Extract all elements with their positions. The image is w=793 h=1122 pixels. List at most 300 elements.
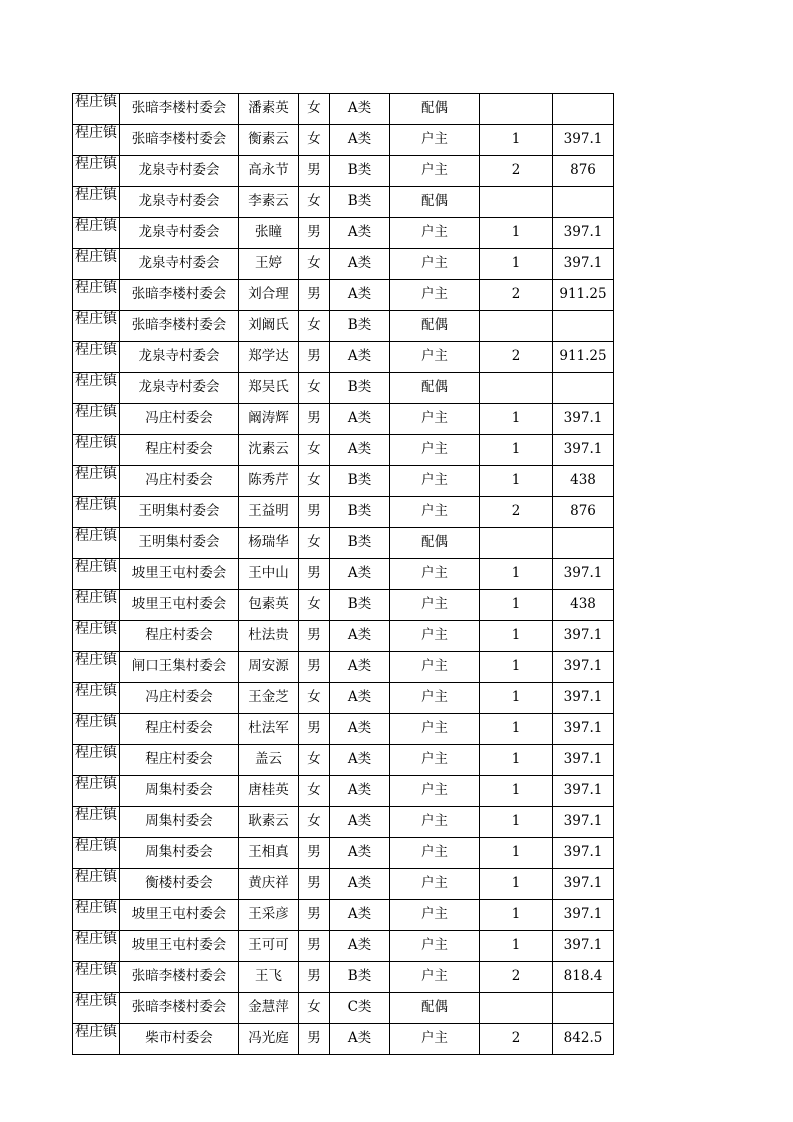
gender-cell: 男 xyxy=(299,497,330,528)
town-label: 程庄镇 xyxy=(75,652,117,668)
name-cell: 杨瑞华 xyxy=(239,528,299,559)
gender-cell: 男 xyxy=(299,869,330,900)
count-cell xyxy=(480,187,553,218)
town-label: 程庄镇 xyxy=(75,94,117,110)
name-cell: 王婷 xyxy=(239,249,299,280)
town-label: 程庄镇 xyxy=(75,404,117,420)
table-row xyxy=(73,869,614,900)
gender-cell: 女 xyxy=(299,94,330,125)
relation-cell: 户主 xyxy=(390,497,480,528)
amount-cell: 438 xyxy=(553,466,614,497)
category-cell: A类 xyxy=(330,94,390,125)
village-cell: 坡里王屯村委会 xyxy=(120,900,239,931)
count-cell: 1 xyxy=(480,125,553,156)
count-cell: 2 xyxy=(480,497,553,528)
name-cell: 刘阚氏 xyxy=(239,311,299,342)
amount-cell xyxy=(553,311,614,342)
category-cell: A类 xyxy=(330,404,390,435)
amount-cell: 818.4 xyxy=(553,962,614,993)
name-cell: 王飞 xyxy=(239,962,299,993)
town-cell xyxy=(73,776,120,807)
village-cell: 程庄村委会 xyxy=(120,714,239,745)
category-cell: B类 xyxy=(330,528,390,559)
relation-cell: 配偶 xyxy=(390,187,480,218)
amount-cell: 397.1 xyxy=(553,683,614,714)
table-row xyxy=(73,156,614,187)
relation-cell: 户主 xyxy=(390,404,480,435)
table-row xyxy=(73,218,614,249)
name-cell: 盖云 xyxy=(239,745,299,776)
category-cell: C类 xyxy=(330,993,390,1024)
category-cell: A类 xyxy=(330,125,390,156)
count-cell: 1 xyxy=(480,931,553,962)
village-cell: 龙泉寺村委会 xyxy=(120,249,239,280)
town-cell xyxy=(73,683,120,714)
town-cell xyxy=(73,404,120,435)
gender-cell: 女 xyxy=(299,187,330,218)
village-cell: 坡里王屯村委会 xyxy=(120,590,239,621)
category-cell: A类 xyxy=(330,714,390,745)
village-cell: 冯庄村委会 xyxy=(120,404,239,435)
relation-cell: 户主 xyxy=(390,621,480,652)
count-cell: 2 xyxy=(480,342,553,373)
village-cell: 冯庄村委会 xyxy=(120,466,239,497)
amount-cell: 397.1 xyxy=(553,745,614,776)
town-cell xyxy=(73,807,120,838)
table-row xyxy=(73,94,614,125)
count-cell: 1 xyxy=(480,900,553,931)
town-label: 程庄镇 xyxy=(75,590,117,606)
relation-cell: 配偶 xyxy=(390,311,480,342)
amount-cell: 438 xyxy=(553,590,614,621)
relation-cell: 配偶 xyxy=(390,94,480,125)
town-label: 程庄镇 xyxy=(75,218,117,234)
category-cell: B类 xyxy=(330,590,390,621)
table-row xyxy=(73,838,614,869)
count-cell: 2 xyxy=(480,962,553,993)
beneficiary-table xyxy=(72,93,614,1055)
town-cell xyxy=(73,528,120,559)
town-cell xyxy=(73,993,120,1024)
table-row xyxy=(73,249,614,280)
gender-cell: 男 xyxy=(299,404,330,435)
category-cell: A类 xyxy=(330,807,390,838)
gender-cell: 女 xyxy=(299,807,330,838)
table-row xyxy=(73,125,614,156)
count-cell xyxy=(480,993,553,1024)
gender-cell: 男 xyxy=(299,714,330,745)
table-row xyxy=(73,621,614,652)
relation-cell: 户主 xyxy=(390,218,480,249)
town-label: 程庄镇 xyxy=(75,187,117,203)
name-cell: 王益明 xyxy=(239,497,299,528)
town-label: 程庄镇 xyxy=(75,249,117,265)
village-cell: 周集村委会 xyxy=(120,807,239,838)
amount-cell: 397.1 xyxy=(553,776,614,807)
village-cell: 张暗李楼村委会 xyxy=(120,962,239,993)
town-cell xyxy=(73,869,120,900)
relation-cell: 户主 xyxy=(390,280,480,311)
table-row xyxy=(73,931,614,962)
gender-cell: 女 xyxy=(299,683,330,714)
count-cell: 1 xyxy=(480,714,553,745)
amount-cell: 876 xyxy=(553,156,614,187)
table-body xyxy=(73,94,614,1055)
table-row xyxy=(73,683,614,714)
town-cell xyxy=(73,218,120,249)
name-cell: 冯光庭 xyxy=(239,1024,299,1055)
category-cell: A类 xyxy=(330,652,390,683)
town-label: 程庄镇 xyxy=(75,342,117,358)
gender-cell: 男 xyxy=(299,621,330,652)
category-cell: A类 xyxy=(330,621,390,652)
name-cell: 耿素云 xyxy=(239,807,299,838)
town-label: 程庄镇 xyxy=(75,280,117,296)
count-cell: 1 xyxy=(480,838,553,869)
table-row xyxy=(73,962,614,993)
category-cell: A类 xyxy=(330,838,390,869)
category-cell: A类 xyxy=(330,931,390,962)
count-cell: 1 xyxy=(480,869,553,900)
town-cell xyxy=(73,559,120,590)
gender-cell: 男 xyxy=(299,962,330,993)
name-cell: 杜法贵 xyxy=(239,621,299,652)
town-cell xyxy=(73,962,120,993)
table-row xyxy=(73,807,614,838)
count-cell: 1 xyxy=(480,249,553,280)
relation-cell: 配偶 xyxy=(390,993,480,1024)
relation-cell: 户主 xyxy=(390,714,480,745)
count-cell: 1 xyxy=(480,404,553,435)
table-row xyxy=(73,466,614,497)
gender-cell: 女 xyxy=(299,311,330,342)
town-cell xyxy=(73,466,120,497)
amount-cell: 397.1 xyxy=(553,404,614,435)
category-cell: B类 xyxy=(330,187,390,218)
village-cell: 柴市村委会 xyxy=(120,1024,239,1055)
relation-cell: 户主 xyxy=(390,652,480,683)
village-cell: 张暗李楼村委会 xyxy=(120,125,239,156)
table-row xyxy=(73,993,614,1024)
count-cell: 1 xyxy=(480,776,553,807)
count-cell: 1 xyxy=(480,559,553,590)
gender-cell: 女 xyxy=(299,528,330,559)
table-row xyxy=(73,373,614,404)
village-cell: 冯庄村委会 xyxy=(120,683,239,714)
amount-cell: 397.1 xyxy=(553,559,614,590)
relation-cell: 户主 xyxy=(390,1024,480,1055)
name-cell: 王可可 xyxy=(239,931,299,962)
category-cell: A类 xyxy=(330,869,390,900)
village-cell: 王明集村委会 xyxy=(120,497,239,528)
gender-cell: 男 xyxy=(299,342,330,373)
town-cell xyxy=(73,931,120,962)
name-cell: 阚涛辉 xyxy=(239,404,299,435)
relation-cell: 户主 xyxy=(390,435,480,466)
amount-cell xyxy=(553,373,614,404)
town-cell xyxy=(73,435,120,466)
town-cell xyxy=(73,311,120,342)
name-cell: 张瞳 xyxy=(239,218,299,249)
name-cell: 高永节 xyxy=(239,156,299,187)
town-cell xyxy=(73,280,120,311)
town-cell xyxy=(73,94,120,125)
village-cell: 程庄村委会 xyxy=(120,435,239,466)
town-cell xyxy=(73,373,120,404)
name-cell: 陈秀芹 xyxy=(239,466,299,497)
town-label: 程庄镇 xyxy=(75,838,117,854)
village-cell: 张暗李楼村委会 xyxy=(120,311,239,342)
category-cell: A类 xyxy=(330,218,390,249)
amount-cell xyxy=(553,993,614,1024)
amount-cell: 911.25 xyxy=(553,342,614,373)
town-label: 程庄镇 xyxy=(75,435,117,451)
category-cell: B类 xyxy=(330,311,390,342)
category-cell: B类 xyxy=(330,466,390,497)
town-label: 程庄镇 xyxy=(75,993,117,1009)
category-cell: B类 xyxy=(330,962,390,993)
category-cell: A类 xyxy=(330,342,390,373)
gender-cell: 男 xyxy=(299,280,330,311)
count-cell xyxy=(480,311,553,342)
amount-cell: 397.1 xyxy=(553,807,614,838)
amount-cell xyxy=(553,528,614,559)
town-cell xyxy=(73,1024,120,1055)
town-cell xyxy=(73,156,120,187)
amount-cell: 397.1 xyxy=(553,838,614,869)
village-cell: 龙泉寺村委会 xyxy=(120,218,239,249)
gender-cell: 男 xyxy=(299,218,330,249)
village-cell: 张暗李楼村委会 xyxy=(120,993,239,1024)
relation-cell: 户主 xyxy=(390,900,480,931)
amount-cell: 397.1 xyxy=(553,249,614,280)
name-cell: 周安源 xyxy=(239,652,299,683)
village-cell: 龙泉寺村委会 xyxy=(120,156,239,187)
amount-cell: 397.1 xyxy=(553,714,614,745)
count-cell: 1 xyxy=(480,466,553,497)
village-cell: 程庄村委会 xyxy=(120,621,239,652)
table-row xyxy=(73,497,614,528)
amount-cell xyxy=(553,187,614,218)
gender-cell: 女 xyxy=(299,125,330,156)
relation-cell: 户主 xyxy=(390,125,480,156)
relation-cell: 户主 xyxy=(390,838,480,869)
gender-cell: 女 xyxy=(299,776,330,807)
village-cell: 周集村委会 xyxy=(120,776,239,807)
village-cell: 闸口王集村委会 xyxy=(120,652,239,683)
town-cell xyxy=(73,249,120,280)
name-cell: 王采彦 xyxy=(239,900,299,931)
count-cell: 2 xyxy=(480,156,553,187)
village-cell: 龙泉寺村委会 xyxy=(120,342,239,373)
town-label: 程庄镇 xyxy=(75,125,117,141)
gender-cell: 男 xyxy=(299,156,330,187)
town-label: 程庄镇 xyxy=(75,745,117,761)
category-cell: A类 xyxy=(330,559,390,590)
gender-cell: 女 xyxy=(299,993,330,1024)
category-cell: A类 xyxy=(330,900,390,931)
relation-cell: 户主 xyxy=(390,249,480,280)
table-row xyxy=(73,404,614,435)
town-cell xyxy=(73,745,120,776)
town-label: 程庄镇 xyxy=(75,528,117,544)
town-label: 程庄镇 xyxy=(75,714,117,730)
table-row xyxy=(73,187,614,218)
table-row xyxy=(73,528,614,559)
village-cell: 张暗李楼村委会 xyxy=(120,94,239,125)
amount-cell: 876 xyxy=(553,497,614,528)
town-cell xyxy=(73,900,120,931)
table-row xyxy=(73,559,614,590)
count-cell: 1 xyxy=(480,621,553,652)
category-cell: B类 xyxy=(330,156,390,187)
count-cell: 1 xyxy=(480,807,553,838)
town-cell xyxy=(73,714,120,745)
relation-cell: 户主 xyxy=(390,559,480,590)
relation-cell: 户主 xyxy=(390,683,480,714)
gender-cell: 男 xyxy=(299,1024,330,1055)
category-cell: A类 xyxy=(330,776,390,807)
table-row xyxy=(73,590,614,621)
relation-cell: 户主 xyxy=(390,156,480,187)
relation-cell: 户主 xyxy=(390,590,480,621)
town-cell xyxy=(73,342,120,373)
village-cell: 坡里王屯村委会 xyxy=(120,931,239,962)
category-cell: B类 xyxy=(330,373,390,404)
count-cell: 1 xyxy=(480,590,553,621)
amount-cell: 397.1 xyxy=(553,900,614,931)
town-label: 程庄镇 xyxy=(75,497,117,513)
town-label: 程庄镇 xyxy=(75,559,117,575)
gender-cell: 女 xyxy=(299,745,330,776)
name-cell: 唐桂英 xyxy=(239,776,299,807)
table-row xyxy=(73,714,614,745)
name-cell: 包素英 xyxy=(239,590,299,621)
count-cell xyxy=(480,528,553,559)
town-label: 程庄镇 xyxy=(75,621,117,637)
gender-cell: 女 xyxy=(299,466,330,497)
relation-cell: 户主 xyxy=(390,776,480,807)
table-row xyxy=(73,435,614,466)
category-cell: A类 xyxy=(330,435,390,466)
town-cell xyxy=(73,497,120,528)
table-row xyxy=(73,745,614,776)
table-row xyxy=(73,900,614,931)
category-cell: A类 xyxy=(330,683,390,714)
gender-cell: 男 xyxy=(299,652,330,683)
name-cell: 郑吴氏 xyxy=(239,373,299,404)
town-label: 程庄镇 xyxy=(75,156,117,172)
town-cell xyxy=(73,590,120,621)
town-label: 程庄镇 xyxy=(75,373,117,389)
count-cell xyxy=(480,373,553,404)
town-label: 程庄镇 xyxy=(75,900,117,916)
amount-cell: 397.1 xyxy=(553,931,614,962)
gender-cell: 男 xyxy=(299,931,330,962)
town-cell xyxy=(73,652,120,683)
gender-cell: 女 xyxy=(299,249,330,280)
town-label: 程庄镇 xyxy=(75,962,117,978)
town-label: 程庄镇 xyxy=(75,311,117,327)
table-row xyxy=(73,652,614,683)
town-cell xyxy=(73,125,120,156)
name-cell: 沈素云 xyxy=(239,435,299,466)
town-cell xyxy=(73,838,120,869)
name-cell: 王金芝 xyxy=(239,683,299,714)
amount-cell: 397.1 xyxy=(553,435,614,466)
amount-cell: 911.25 xyxy=(553,280,614,311)
table-row xyxy=(73,342,614,373)
name-cell: 金慧萍 xyxy=(239,993,299,1024)
relation-cell: 户主 xyxy=(390,931,480,962)
village-cell: 衡楼村委会 xyxy=(120,869,239,900)
count-cell: 1 xyxy=(480,745,553,776)
gender-cell: 男 xyxy=(299,900,330,931)
category-cell: A类 xyxy=(330,249,390,280)
town-label: 程庄镇 xyxy=(75,466,117,482)
amount-cell: 397.1 xyxy=(553,652,614,683)
relation-cell: 户主 xyxy=(390,745,480,776)
amount-cell: 397.1 xyxy=(553,869,614,900)
village-cell: 龙泉寺村委会 xyxy=(120,373,239,404)
name-cell: 王相真 xyxy=(239,838,299,869)
name-cell: 刘合理 xyxy=(239,280,299,311)
name-cell: 李素云 xyxy=(239,187,299,218)
gender-cell: 男 xyxy=(299,559,330,590)
town-label: 程庄镇 xyxy=(75,683,117,699)
amount-cell: 397.1 xyxy=(553,621,614,652)
village-cell: 王明集村委会 xyxy=(120,528,239,559)
name-cell: 王中山 xyxy=(239,559,299,590)
count-cell: 1 xyxy=(480,683,553,714)
name-cell: 衡素云 xyxy=(239,125,299,156)
relation-cell: 户主 xyxy=(390,869,480,900)
town-cell xyxy=(73,621,120,652)
relation-cell: 户主 xyxy=(390,962,480,993)
table-row xyxy=(73,1024,614,1055)
category-cell: A类 xyxy=(330,745,390,776)
count-cell: 1 xyxy=(480,218,553,249)
name-cell: 黄庆祥 xyxy=(239,869,299,900)
relation-cell: 户主 xyxy=(390,807,480,838)
relation-cell: 户主 xyxy=(390,342,480,373)
name-cell: 潘素英 xyxy=(239,94,299,125)
category-cell: A类 xyxy=(330,1024,390,1055)
village-cell: 龙泉寺村委会 xyxy=(120,187,239,218)
table-row xyxy=(73,311,614,342)
village-cell: 坡里王屯村委会 xyxy=(120,559,239,590)
count-cell: 2 xyxy=(480,280,553,311)
gender-cell: 女 xyxy=(299,590,330,621)
table-row xyxy=(73,280,614,311)
town-label: 程庄镇 xyxy=(75,776,117,792)
table-row xyxy=(73,776,614,807)
name-cell: 郑学达 xyxy=(239,342,299,373)
amount-cell: 397.1 xyxy=(553,218,614,249)
town-label: 程庄镇 xyxy=(75,869,117,885)
gender-cell: 女 xyxy=(299,373,330,404)
village-cell: 张暗李楼村委会 xyxy=(120,280,239,311)
gender-cell: 男 xyxy=(299,838,330,869)
relation-cell: 户主 xyxy=(390,466,480,497)
amount-cell: 842.5 xyxy=(553,1024,614,1055)
count-cell: 2 xyxy=(480,1024,553,1055)
town-label: 程庄镇 xyxy=(75,807,117,823)
category-cell: A类 xyxy=(330,280,390,311)
amount-cell xyxy=(553,94,614,125)
town-label: 程庄镇 xyxy=(75,1024,117,1040)
relation-cell: 配偶 xyxy=(390,373,480,404)
